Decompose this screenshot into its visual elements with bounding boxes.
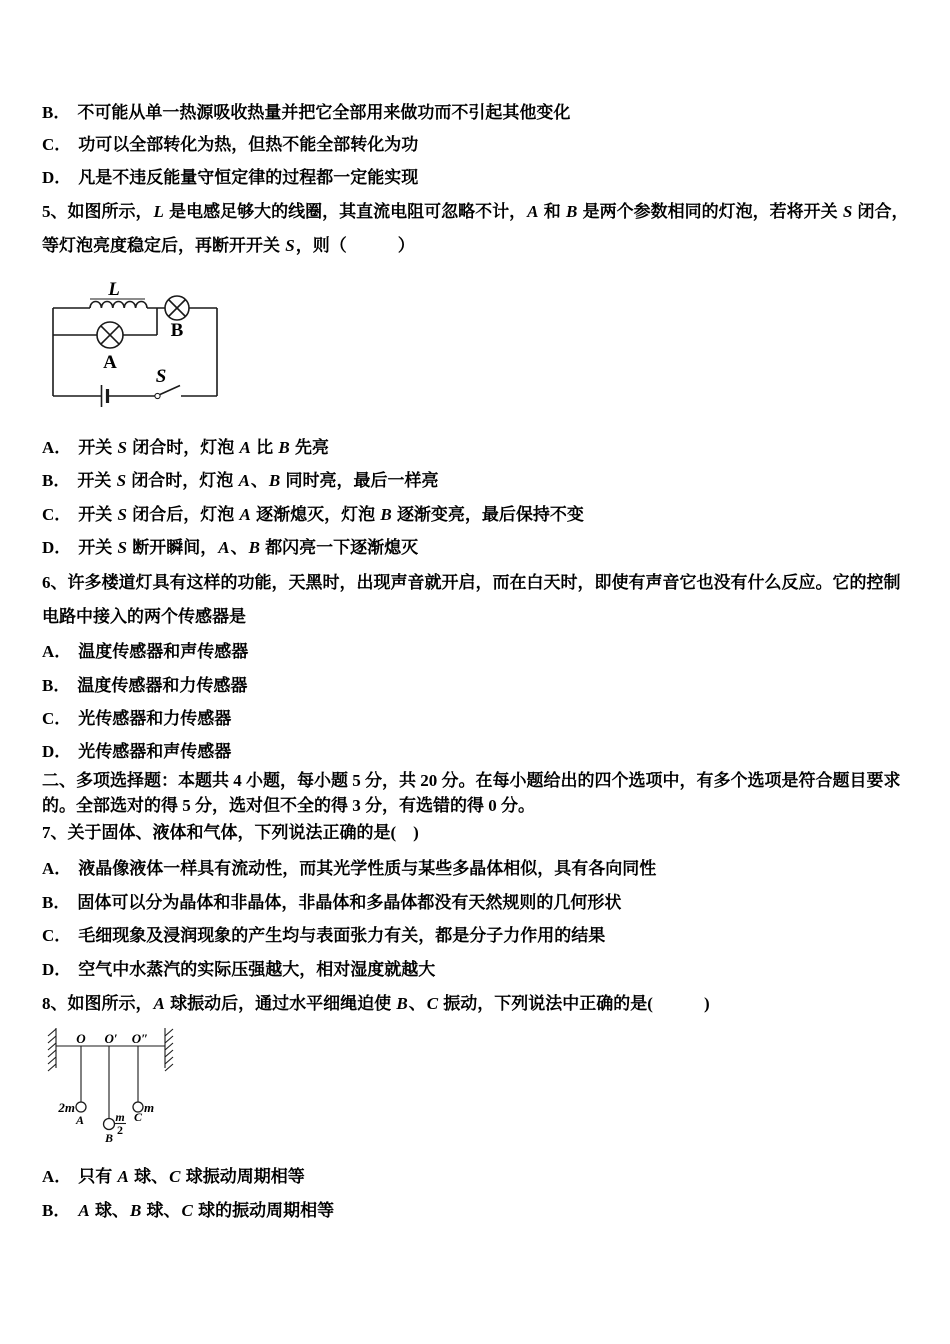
q6-option-a — [42, 635, 914, 669]
option-label: A． — [42, 438, 72, 457]
q6-option-c — [42, 702, 914, 736]
option-text: 开关 S 闭合时，灯泡 A、B 同时亮，最后一样亮 — [77, 471, 439, 490]
q8-option-b — [42, 1194, 914, 1228]
option-text: 空气中水蒸汽的实际压强越大，相对湿度就越大 — [78, 960, 436, 979]
q7-option-a — [42, 852, 914, 886]
option-label: B． — [42, 103, 71, 122]
option-label: D． — [42, 742, 72, 761]
left-wall-hatch — [48, 1057, 56, 1064]
option-label: D． — [42, 538, 72, 557]
option-text: 液晶像液体一样具有流动性，而其光学性质与某些多晶体相似，具有各向同性 — [78, 859, 657, 878]
option-label: C． — [42, 135, 72, 154]
switch-pivot — [155, 393, 160, 398]
option-text: 毛细现象及浸润现象的产生均与表面张力有关，都是分子力作用的结果 — [78, 926, 606, 945]
option-text: 功可以全部转化为热，但热不能全部转化为功 — [78, 135, 419, 154]
option-text: 光传感器和声传感器 — [78, 742, 232, 761]
option-text: 温度传感器和力传感器 — [77, 676, 248, 695]
lamp-a-label: A — [103, 352, 117, 373]
inductor-label: L — [108, 279, 120, 300]
point-o-dprime-label: O″ — [131, 1031, 149, 1046]
lamp-b-label: B — [170, 320, 184, 341]
option-label: B． — [42, 893, 71, 912]
q8-stem: 8、如图所示，A 球振动后，通过水平细绳迫使 B、C 振动，下列说法中正确的是( ) — [42, 994, 710, 1013]
q4-option-b — [42, 96, 914, 130]
q8-option-a — [42, 1160, 914, 1194]
option-label: D． — [42, 960, 72, 979]
option-label: B． — [42, 471, 71, 490]
ball-b-mass-numerator: m — [115, 1110, 125, 1124]
right-wall-hatch — [165, 1064, 173, 1071]
q6-option-b — [42, 669, 914, 703]
ball-c-mass-label: m — [144, 1100, 155, 1115]
option-text: 开关 S 断开瞬间，A、B 都闪亮一下逐渐熄灭 — [78, 538, 419, 557]
option-text: 不可能从单一热源吸收热量并把它全部用来做功而不引起其他变化 — [77, 103, 571, 122]
q5-option-a — [42, 431, 914, 465]
right-wall-hatch — [165, 1043, 173, 1050]
q4-option-c — [42, 128, 914, 162]
q5-stem: 5、如图所示，L 是电感足够大的线圈，其直流电阻可忽略不计，A 和 B 是两个参数相同的灯泡，若将开关 S 闭合，等灯泡亮度稳定后，再断开开关 S，则（ ） — [42, 202, 909, 255]
option-label: A． — [42, 642, 72, 661]
ball-c-name-label: C — [133, 1110, 143, 1124]
option-text: 光传感器和力传感器 — [78, 709, 232, 728]
ball-a-name-label: A — [75, 1113, 85, 1127]
option-label: C． — [42, 926, 72, 945]
q4-option-d — [42, 161, 914, 195]
pendulum-figure — [40, 1028, 195, 1153]
q7-option-c — [42, 919, 914, 953]
option-label: C． — [42, 505, 72, 524]
option-text: 固体可以分为晶体和非晶体，非晶体和多晶体都没有天然规则的几何形状 — [77, 893, 622, 912]
option-text: 凡是不违反能量守恒定律的过程都一定能实现 — [78, 168, 419, 187]
q6-stem: 6、许多楼道灯具有这样的功能，天黑时，出现声音就开启，而在白天时，即使有声音它也没有什么反应。它的控制电路中接入的两个传感器是 — [42, 573, 901, 626]
ball-b-name-label: B — [104, 1131, 114, 1145]
option-text: 温度传感器和声传感器 — [78, 642, 249, 661]
left-wall-hatch — [48, 1043, 56, 1050]
option-label: B． — [42, 1201, 71, 1220]
option-text: A 球、B 球、C 球的振动周期相等 — [78, 1201, 335, 1220]
q7-option-d — [42, 953, 914, 987]
left-wall-hatch — [48, 1029, 56, 1036]
option-text: 开关 S 闭合后，灯泡 A 逐渐熄灭，灯泡 B 逐渐变亮，最后保持不变 — [78, 505, 584, 524]
point-o-prime-label: O′ — [104, 1031, 118, 1046]
left-wall-hatch — [48, 1050, 56, 1057]
ball-a-mass-label: 2m — [58, 1100, 75, 1115]
switch-label: S — [155, 366, 167, 387]
option-label: B． — [42, 676, 71, 695]
ball-b — [104, 1119, 115, 1130]
option-label: D． — [42, 168, 72, 187]
q5-option-d — [42, 531, 914, 565]
q7-option-b — [42, 886, 914, 920]
option-label: A． — [42, 1167, 72, 1186]
section-2-heading: 二、多项选择题：本题共 4 小题，每小题 5 分，共 20 分。在每小题给出的四个选项中，有多个选项是符合题目要求的。全部选对的得 5 分，选对但不全的得 3 分，有选错的得 0 分。 — [42, 771, 901, 815]
q5-option-b — [42, 464, 914, 498]
option-label: C． — [42, 709, 72, 728]
point-o-label: O — [76, 1031, 86, 1046]
q6-option-d — [42, 735, 914, 769]
left-wall-hatch — [48, 1064, 56, 1071]
circuit-figure — [48, 278, 238, 413]
option-text: 只有 A 球、C 球振动周期相等 — [78, 1167, 305, 1186]
right-wall-hatch — [165, 1036, 173, 1043]
q7-stem: 7、关于固体、液体和气体，下列说法正确的是( ) — [42, 823, 419, 842]
ball-b-mass-denominator: 2 — [117, 1123, 123, 1137]
right-wall-hatch — [165, 1057, 173, 1064]
inductor-coil — [90, 302, 147, 309]
right-wall-hatch — [165, 1050, 173, 1057]
option-label: A． — [42, 859, 72, 878]
option-text: 开关 S 闭合时，灯泡 A 比 B 先亮 — [78, 438, 329, 457]
right-wall-hatch — [165, 1029, 173, 1036]
q5-option-c — [42, 498, 914, 532]
ball-a — [76, 1102, 86, 1112]
left-wall-hatch — [48, 1036, 56, 1043]
